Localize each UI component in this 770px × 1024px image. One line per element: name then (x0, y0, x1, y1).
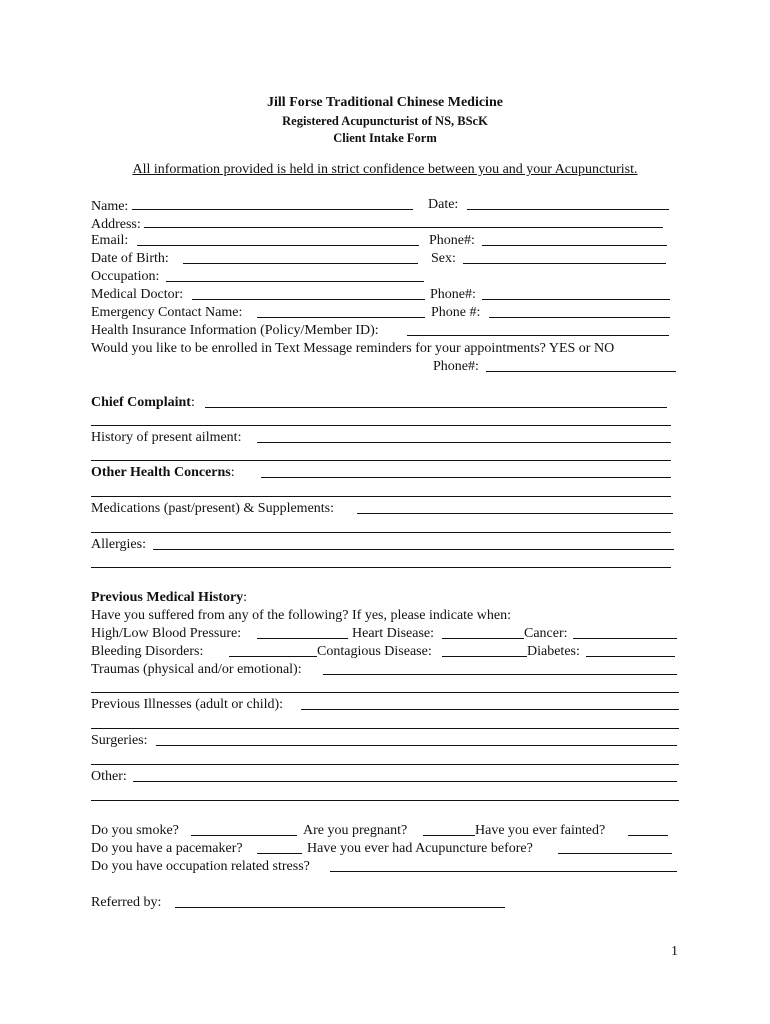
surgeries-label: Surgeries: (91, 733, 148, 748)
other-concerns-label: Other Health Concerns (91, 465, 231, 480)
lifestyle-row-1 (91, 822, 681, 840)
medications-field[interactable] (357, 500, 673, 514)
surgeries-row (91, 732, 681, 750)
illnesses-field[interactable] (301, 696, 679, 710)
chief-complaint-label: Chief Complaint (91, 395, 191, 410)
medical-history-intro-row (91, 607, 681, 625)
doctor-row (91, 286, 681, 304)
clinic-title: Jill Forse Traditional Chinese Medicine (267, 95, 503, 110)
allergies-continuation[interactable] (91, 567, 671, 568)
text-reminder-question[interactable]: Would you like to be enrolled in Text Message reminders for your appointments? YES or NO (91, 341, 615, 356)
date-label: Date: (428, 197, 459, 212)
other-concerns-field[interactable] (261, 464, 671, 478)
doctor-label: Medical Doctor: (91, 287, 184, 302)
bleeding-field[interactable] (229, 643, 317, 657)
allergies-field[interactable] (153, 536, 674, 550)
blood-pressure-label: High/Low Blood Pressure: (91, 626, 242, 641)
diabetes-field[interactable] (586, 643, 675, 657)
conditions-row-2 (91, 643, 681, 661)
traumas-row (91, 661, 681, 679)
chief-complaint-continuation[interactable] (91, 425, 671, 426)
emergency-row (91, 304, 681, 322)
fainted-field[interactable] (628, 822, 668, 836)
acupuncture-label: Have you ever had Acupuncture before? (307, 841, 533, 856)
practitioner-credentials: Registered Acupuncturist of NS, BScK (282, 114, 488, 128)
doctor-field[interactable] (192, 286, 425, 300)
present-ailment-label: History of present ailment: (91, 430, 242, 445)
traumas-label: Traumas (physical and/or emotional): (91, 662, 302, 677)
bleeding-label: Bleeding Disorders: (91, 644, 204, 659)
phone-label: Phone#: (429, 233, 475, 248)
blood-pressure-field[interactable] (257, 625, 348, 639)
doctor-phone-label: Phone#: (430, 287, 476, 302)
contagious-label: Contagious Disease: (317, 644, 432, 659)
emergency-label: Emergency Contact Name: (91, 305, 243, 320)
chief-complaint-row: Chief Complaint: (91, 394, 681, 412)
confidentiality-note: All information provided is held in strict confidence between you and your Acupuncturist. (132, 162, 638, 177)
referred-field[interactable] (175, 894, 505, 908)
other-concerns-row: Other Health Concerns: (91, 464, 681, 482)
email-row (91, 232, 681, 250)
other-concerns-continuation[interactable] (91, 496, 671, 497)
conditions-row-1 (91, 625, 681, 643)
dob-field[interactable] (183, 250, 418, 264)
dob-row (91, 250, 681, 268)
allergies-row (91, 536, 681, 554)
traumas-continuation[interactable] (91, 692, 679, 693)
name-field[interactable] (132, 196, 413, 210)
medical-history-intro: Have you suffered from any of the following? If yes, please indicate when: (91, 608, 511, 623)
other-history-continuation[interactable] (91, 800, 679, 801)
insurance-row (91, 322, 681, 340)
name-label: Name: (91, 199, 129, 214)
sex-field[interactable] (463, 250, 666, 264)
insurance-field[interactable] (407, 322, 669, 336)
other-history-label: Other: (91, 769, 127, 784)
fainted-label: Have you ever fainted? (475, 823, 606, 838)
traumas-field[interactable] (323, 661, 677, 675)
present-ailment-continuation[interactable] (91, 460, 671, 461)
surgeries-continuation[interactable] (91, 764, 679, 765)
pacemaker-field[interactable] (257, 840, 302, 854)
doctor-phone-field[interactable] (482, 286, 670, 300)
smoke-field[interactable] (191, 822, 297, 836)
heart-disease-field[interactable] (442, 625, 524, 639)
allergies-label: Allergies: (91, 537, 146, 552)
dob-label: Date of Birth: (91, 251, 169, 266)
medications-row (91, 500, 681, 518)
address-row (91, 214, 681, 232)
pregnant-field[interactable] (423, 822, 475, 836)
cancer-label: Cancer: (524, 626, 568, 641)
medical-history-heading: Previous Medical History (91, 590, 244, 605)
email-field[interactable] (137, 232, 419, 246)
cancer-field[interactable] (573, 625, 677, 639)
diabetes-label: Diabetes: (527, 644, 580, 659)
occupation-field[interactable] (166, 268, 424, 282)
form-title: Client Intake Form (333, 131, 437, 145)
text-phone-label: Phone#: (433, 359, 479, 374)
pacemaker-label: Do you have a pacemaker? (91, 841, 243, 856)
illnesses-row (91, 696, 681, 714)
other-history-field[interactable] (133, 768, 677, 782)
name-row (91, 196, 681, 214)
address-field[interactable] (144, 214, 663, 228)
text-reminder-row (91, 340, 681, 358)
sex-label: Sex: (431, 251, 456, 266)
illnesses-label: Previous Illnesses (adult or child): (91, 697, 284, 712)
chief-complaint-field[interactable] (205, 394, 667, 408)
referred-label: Referred by: (91, 895, 162, 910)
emergency-field[interactable] (257, 304, 425, 318)
medications-continuation[interactable] (91, 532, 671, 533)
pregnant-label: Are you pregnant? (303, 823, 408, 838)
present-ailment-field[interactable] (257, 429, 671, 443)
acupuncture-field[interactable] (558, 840, 672, 854)
stress-label: Do you have occupation related stress? (91, 859, 310, 874)
date-field[interactable] (467, 196, 669, 210)
phone-field[interactable] (482, 232, 667, 246)
emergency-phone-label: Phone #: (431, 305, 481, 320)
surgeries-field[interactable] (156, 732, 677, 746)
medications-label: Medications (past/present) & Supplements: (91, 501, 335, 516)
text-phone-row (91, 358, 681, 376)
lifestyle-row-3 (91, 858, 681, 876)
emergency-phone-field[interactable] (489, 304, 670, 318)
medical-history-heading-row: Previous Medical History: (91, 590, 248, 605)
occupation-label: Occupation: (91, 269, 160, 284)
heart-disease-label: Heart Disease: (352, 626, 435, 641)
occupation-row (91, 268, 681, 286)
address-label: Address: (91, 217, 141, 232)
page-number: 1 (671, 944, 678, 959)
referred-row (91, 894, 681, 912)
email-label: Email: (91, 233, 129, 248)
stress-field[interactable] (330, 858, 677, 872)
insurance-label: Health Insurance Information (Policy/Member ID): (91, 323, 379, 338)
other-history-row (91, 768, 681, 786)
lifestyle-row-2 (91, 840, 681, 858)
present-ailment-row (91, 429, 681, 447)
smoke-label: Do you smoke? (91, 823, 179, 838)
illnesses-continuation[interactable] (91, 728, 679, 729)
text-phone-field[interactable] (486, 358, 676, 372)
contagious-field[interactable] (442, 643, 527, 657)
